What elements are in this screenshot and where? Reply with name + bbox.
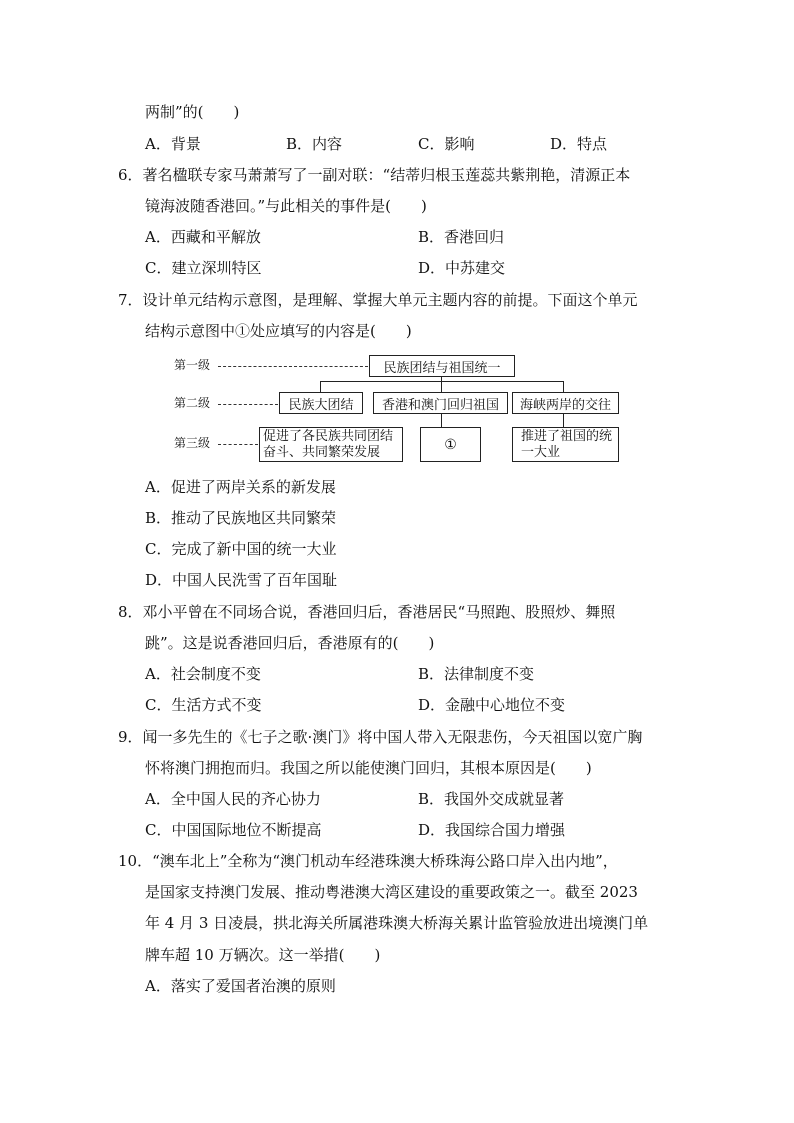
q9-option-a: A．全中国人民的齐心协力	[145, 790, 321, 808]
q10-option-a: A．落实了爱国者治澳的原则	[145, 977, 336, 995]
connector-bottom-center	[441, 414, 442, 427]
q8-option-c: C．生活方式不变	[145, 696, 262, 714]
q6-option-c: C．建立深圳特区	[145, 259, 262, 277]
q8-option-a: A．社会制度不变	[145, 665, 261, 683]
q9-option-d: D．我国综合国力增强	[418, 821, 566, 839]
level2-label: 第二级	[174, 396, 211, 410]
level1-label: 第一级	[174, 358, 211, 372]
q8-stem-line2: 跳”。这是说香港回归后，香港原有的( )	[145, 634, 435, 652]
level3-dash	[218, 444, 258, 445]
q7-option-d: D．中国人民洗雪了百年国耻	[145, 571, 338, 589]
top-box: 民族团结与祖国统一	[369, 355, 515, 377]
q7-option-c: C．完成了新中国的统一大业	[145, 540, 337, 558]
q9-stem-line1: 9．闻一多先生的《七子之歌·澳门》将中国人带入无限悲伤，今天祖国以宽广胸	[118, 728, 643, 746]
mid-box-right: 海峡两岸的交往	[512, 392, 619, 414]
level2-dash	[218, 404, 278, 405]
q8-option-b: B．法律制度不变	[418, 665, 535, 683]
q5-stem-end: 两制”的( )	[145, 103, 240, 121]
q6-option-a: A．西藏和平解放	[145, 228, 261, 246]
q7-option-a: A．促进了两岸关系的新发展	[145, 478, 336, 496]
q5-option-d: D．特点	[550, 135, 608, 153]
q8-option-d: D．金融中心地位不变	[418, 696, 566, 714]
connector-mid-left	[320, 381, 321, 392]
q9-option-c: C．中国国际地位不断提高	[145, 821, 322, 839]
q5-option-a: A．背景	[145, 135, 201, 153]
bottom-box-left: 促进了各民族共同团结奋斗、共同繁荣发展	[259, 427, 403, 462]
q8-stem-line1: 8．邓小平曾在不同场合说，香港回归后，香港居民“马照跑、股照炒、舞照	[118, 603, 616, 621]
q10-stem-line1: 10．“澳车北上”全称为“澳门机动车经港珠澳大桥珠海公路口岸入出内地”，	[118, 852, 618, 870]
bottom-box-right: 推进了祖国的统一大业	[512, 427, 619, 462]
q10-stem-line3: 年 4 月 3 日凌晨，拱北海关所属港珠澳大桥海关累计监管验放进出境澳门单	[145, 914, 649, 932]
q7-option-b: B．推动了民族地区共同繁荣	[145, 509, 337, 527]
q5-option-b: B．内容	[286, 135, 343, 153]
level1-dash	[218, 366, 368, 367]
q5-option-c: C．影响	[418, 135, 475, 153]
q6-stem-line1: 6．著名楹联专家马萧萧写了一副对联：“结蒂归根玉莲蕊共紫荆艳，清源正本	[118, 166, 631, 184]
q10-stem-line2: 是国家支持澳门发展、推动粤港澳大湾区建设的重要政策之一。截至 2023	[145, 883, 638, 901]
q6-option-b: B．香港回归	[418, 228, 505, 246]
connector-mid-center	[441, 381, 442, 392]
level3-label: 第三级	[174, 436, 211, 450]
q7-stem-line2: 结构示意图中①处应填写的内容是( )	[145, 322, 412, 340]
q9-stem-line2: 怀将澳门拥抱而归。我国之所以能使澳门回归，其根本原因是( )	[145, 759, 592, 777]
q6-stem-line2: 镜海波随香港回。”与此相关的事件是( )	[145, 197, 427, 215]
q6-option-d: D．中苏建交	[418, 259, 506, 277]
q9-option-b: B．我国外交成就显著	[418, 790, 565, 808]
mid-box-center: 香港和澳门回归祖国	[373, 392, 508, 414]
mid-box-left: 民族大团结	[279, 392, 363, 414]
connector-mid-right	[563, 381, 564, 392]
q7-stem-line1: 7．设计单元结构示意图，是理解、掌握大单元主题内容的前提。下面这个单元	[118, 291, 638, 309]
connector-bottom-right	[563, 414, 564, 427]
bottom-box-blank: ①	[420, 427, 481, 462]
q10-stem-line4: 牌车超 10 万辆次。这一举措( )	[145, 946, 381, 964]
